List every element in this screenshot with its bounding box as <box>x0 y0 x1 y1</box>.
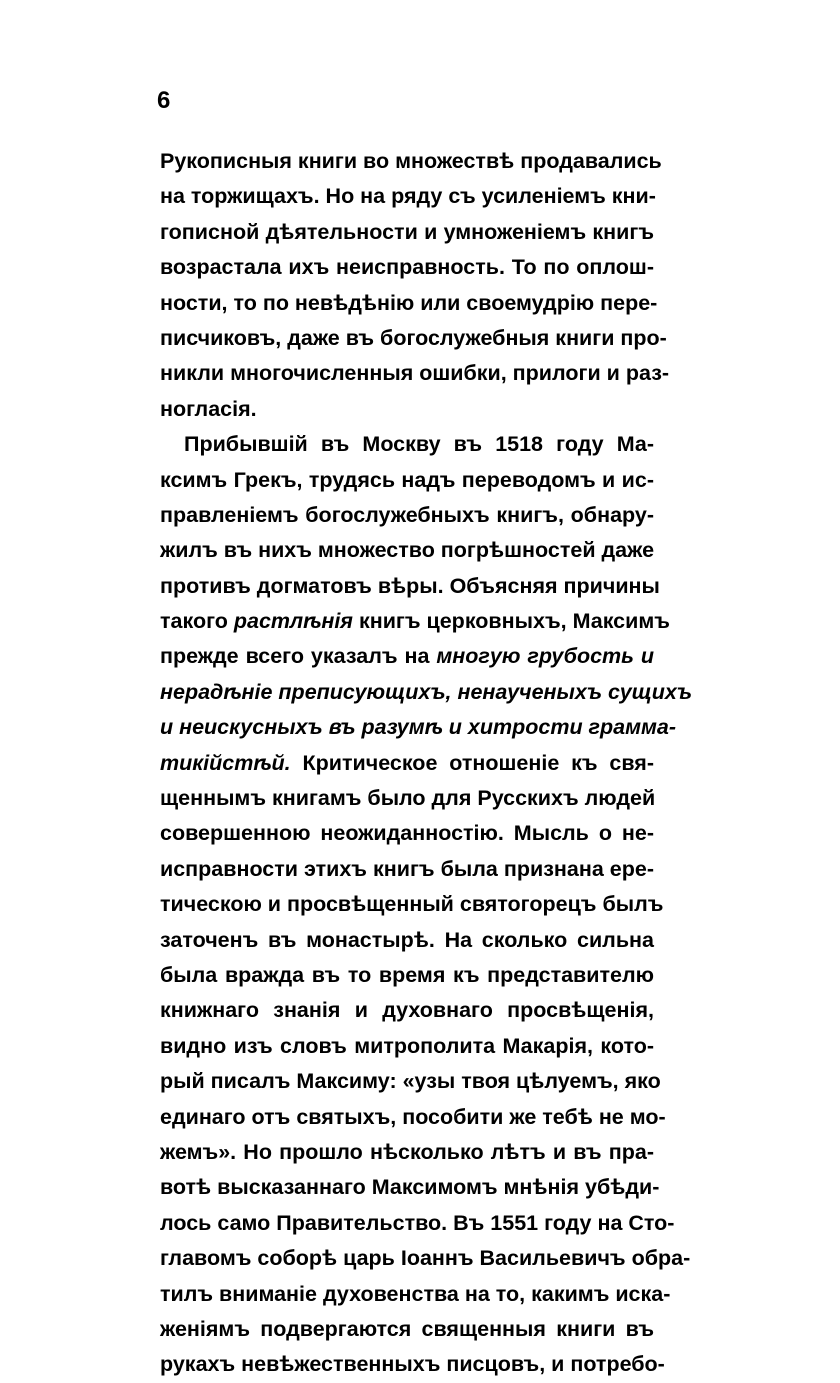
text-span: правленіемъ богослужебныхъ книгъ, обнару- <box>160 502 654 527</box>
text-span: Прибывшій въ Москву въ 1518 году Ма- <box>184 432 654 457</box>
text-span: жилъ въ нихъ множество погрѣшностей даже <box>160 538 655 563</box>
text-line <box>160 887 664 922</box>
text-line <box>160 781 654 816</box>
text-span: заточенъ въ монастырѣ. На сколько сильна <box>160 927 654 952</box>
text-span: ногласія. <box>160 396 257 421</box>
text-span: никли многочисленныя ошибки, прилоги и раз- <box>160 361 670 386</box>
text-line <box>160 179 654 214</box>
text-line <box>160 1277 671 1312</box>
text-line <box>160 1135 654 1170</box>
italic-quote-span: тикійстѣй. <box>160 750 291 775</box>
italic-quote-span: многую грубость и <box>436 644 654 669</box>
text-span: тическою и просвѣщенный святогорецъ былъ <box>160 892 664 917</box>
text-line <box>160 463 654 498</box>
text-line <box>160 321 667 356</box>
body-text <box>160 144 693 1383</box>
text-line <box>160 604 670 639</box>
text-span: ксимъ Грекъ, трудясь надъ переводомъ и ис- <box>160 467 654 492</box>
text-line <box>160 1312 654 1347</box>
text-span: на торжищахъ. Но на ряду съ усиленіемъ кни- <box>160 184 656 209</box>
text-line <box>160 816 654 851</box>
text-line <box>160 675 693 710</box>
text-line <box>160 144 662 179</box>
text-span: лось само Правительство. Въ 1551 году на Сто- <box>160 1210 675 1235</box>
text-line <box>160 710 677 745</box>
text-line <box>160 1100 666 1135</box>
text-span: была вражда въ то время къ представителю <box>160 962 654 987</box>
italic-quote-span: и неискусныхъ въ разумѣ и хитрости грамма- <box>160 715 677 740</box>
text-span: Рукописныя книги во множествѣ продавались <box>160 149 662 173</box>
text-span: главомъ соборѣ царь Іоаннъ Васильевичъ обра- <box>160 1246 691 1271</box>
text-span: щеннымъ книгамъ было для Русскихъ людей <box>160 786 656 811</box>
text-line <box>160 993 654 1028</box>
text-span: книжнаго знанія и духовнаго просвѣщенія, <box>160 998 654 1023</box>
text-span: единаго отъ святыхъ, пособити же тебѣ не мо- <box>160 1104 666 1129</box>
text-span: писчиковъ, даже въ богослужебныя книги про- <box>160 325 667 350</box>
text-span: вотѣ высказаннаго Максимомъ мнѣнія убѣди- <box>160 1175 660 1200</box>
text-span: такого <box>160 609 234 634</box>
text-line <box>160 533 654 568</box>
text-line <box>160 427 654 462</box>
text-line <box>160 1029 654 1064</box>
text-line <box>160 1347 665 1382</box>
text-line <box>160 958 654 993</box>
text-span: рый писалъ Максиму: «узы твоя цѣлуемъ, яко <box>160 1069 661 1094</box>
text-line <box>160 1170 660 1205</box>
text-span: жемъ». Но прошло нѣсколько лѣтъ и въ пра- <box>160 1139 654 1164</box>
text-line <box>160 569 660 604</box>
text-span: видно изъ словъ митрополита Макарія, кото- <box>160 1033 654 1058</box>
text-span: Критическое отношеніе къ свя- <box>290 750 654 775</box>
text-span: прежде всего указалъ на <box>160 644 437 669</box>
text-line <box>160 215 654 250</box>
text-line <box>160 746 654 781</box>
text-line <box>160 852 654 887</box>
italic-quote-span: растлѣнія <box>233 609 353 634</box>
text-span: рукахъ невѣжественныхъ писцовъ, и потребо- <box>160 1352 665 1377</box>
text-line <box>160 639 654 674</box>
text-line <box>160 1064 661 1099</box>
text-line <box>160 923 654 958</box>
text-span: гописной дѣятельности и умноженіемъ книгъ <box>160 219 654 244</box>
text-span: противъ догматовъ вѣры. Объясняя причины <box>160 573 660 598</box>
text-span: женіямъ подвергаются священныя книги въ <box>160 1316 654 1341</box>
italic-quote-span: нерадѣніе преписующихъ, ненаученыхъ сущихъ <box>160 679 693 704</box>
text-span: ности, то по невѣдѣнію или своемудрію пере- <box>160 290 658 315</box>
text-span: возрастала ихъ неисправность. То по оплош- <box>160 255 654 280</box>
text-span: книгъ церковныхъ, Максимъ <box>352 609 670 634</box>
text-line <box>160 286 658 321</box>
text-span: совершенною неожиданностію. Мысль о не- <box>160 821 654 846</box>
text-span: тилъ вниманіе духовенства на то, какимъ иска- <box>160 1281 671 1306</box>
page-number: 6 <box>157 87 171 114</box>
text-line <box>160 498 654 533</box>
text-line <box>160 1206 675 1241</box>
text-span: исправности этихъ книгъ была признана ере- <box>160 856 654 881</box>
text-line <box>160 250 654 285</box>
text-line <box>160 356 670 391</box>
text-line <box>160 392 654 427</box>
text-line <box>160 1241 691 1276</box>
